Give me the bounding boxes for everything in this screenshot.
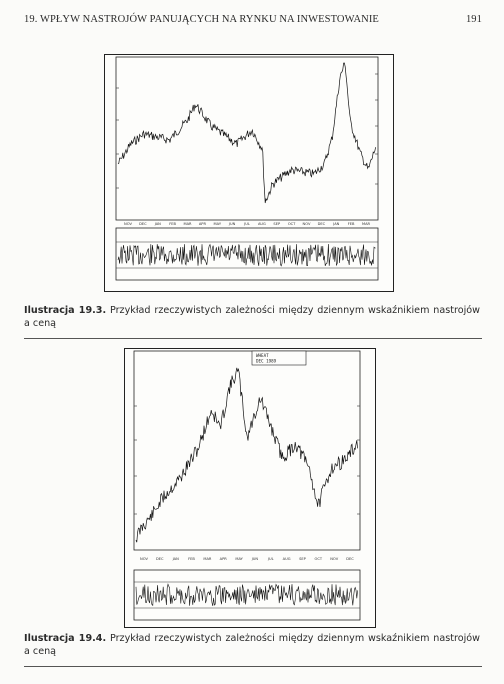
- month-tick-label: JUL: [244, 222, 250, 226]
- month-tick-label: OCT: [314, 557, 323, 561]
- month-tick-label: MAR: [361, 222, 371, 226]
- month-tick-label: JUN: [228, 222, 236, 226]
- month-tick-label: JAN: [154, 222, 161, 226]
- month-tick-label: MAY: [213, 222, 222, 226]
- figure-19-4-svg: [124, 348, 376, 628]
- caption-label: Ilustracja 19.4.: [24, 633, 107, 644]
- page-header: [24, 14, 482, 30]
- month-tick-label: JAN: [333, 222, 340, 226]
- month-tick-label: APR: [219, 557, 227, 561]
- figure-19-3-chart: [104, 54, 394, 292]
- figure-19-4-chart: [124, 348, 376, 628]
- month-tick-label: SEP: [273, 222, 281, 226]
- caption-19-4: [24, 632, 480, 658]
- figure-19-3-svg: [104, 54, 394, 292]
- month-tick-label: AUG: [257, 222, 266, 226]
- caption-rule: [24, 666, 482, 667]
- month-tick-label: MAR: [203, 557, 212, 561]
- month-tick-label: NOV: [124, 222, 132, 226]
- caption-text: Przykład rzeczywistych zależności między dziennym wskaźnikiem nastrojów a ceną: [24, 305, 480, 329]
- month-tick-label: AUG: [282, 557, 291, 561]
- month-tick-label: JAN: [172, 557, 179, 561]
- month-tick-label: FEB: [188, 557, 195, 561]
- caption-19-3: [24, 304, 480, 330]
- month-tick-label: DEC: [156, 557, 164, 561]
- month-tick-label: DEC: [346, 557, 354, 561]
- month-tick-label: DEC: [139, 222, 147, 226]
- month-tick-label: NOV: [330, 557, 339, 561]
- month-tick-label: OCT: [287, 222, 296, 226]
- caption-rule: [24, 338, 482, 339]
- page-number: 191: [465, 14, 482, 25]
- month-tick-label: JUL: [267, 557, 274, 561]
- month-tick-label: NOV: [140, 557, 148, 561]
- caption-label: Ilustracja 19.3.: [24, 305, 107, 316]
- caption-text: Przykład rzeczywistych zależności między dziennym wskaźnikiem nastrojów a ceną: [24, 633, 480, 657]
- month-tick-label: JUN: [251, 557, 259, 561]
- legend-line-2: DEC 1989: [256, 358, 277, 364]
- month-tick-label: FEB: [347, 222, 355, 226]
- month-tick-label: MAY: [235, 557, 243, 561]
- month-tick-label: NOV: [302, 222, 311, 226]
- month-tick-label: MAR: [183, 222, 192, 226]
- month-tick-label: FEB: [169, 222, 177, 226]
- month-tick-label: APR: [198, 222, 206, 226]
- month-tick-label: SEP: [299, 557, 306, 561]
- month-tick-label: DEC: [317, 222, 326, 226]
- running-title: 19. WPŁYW NASTROJÓW PANUJĄCYCH NA RYNKU NA INWESTOWANIE: [24, 14, 379, 25]
- legend-line-1: WHEAT: [256, 353, 269, 358]
